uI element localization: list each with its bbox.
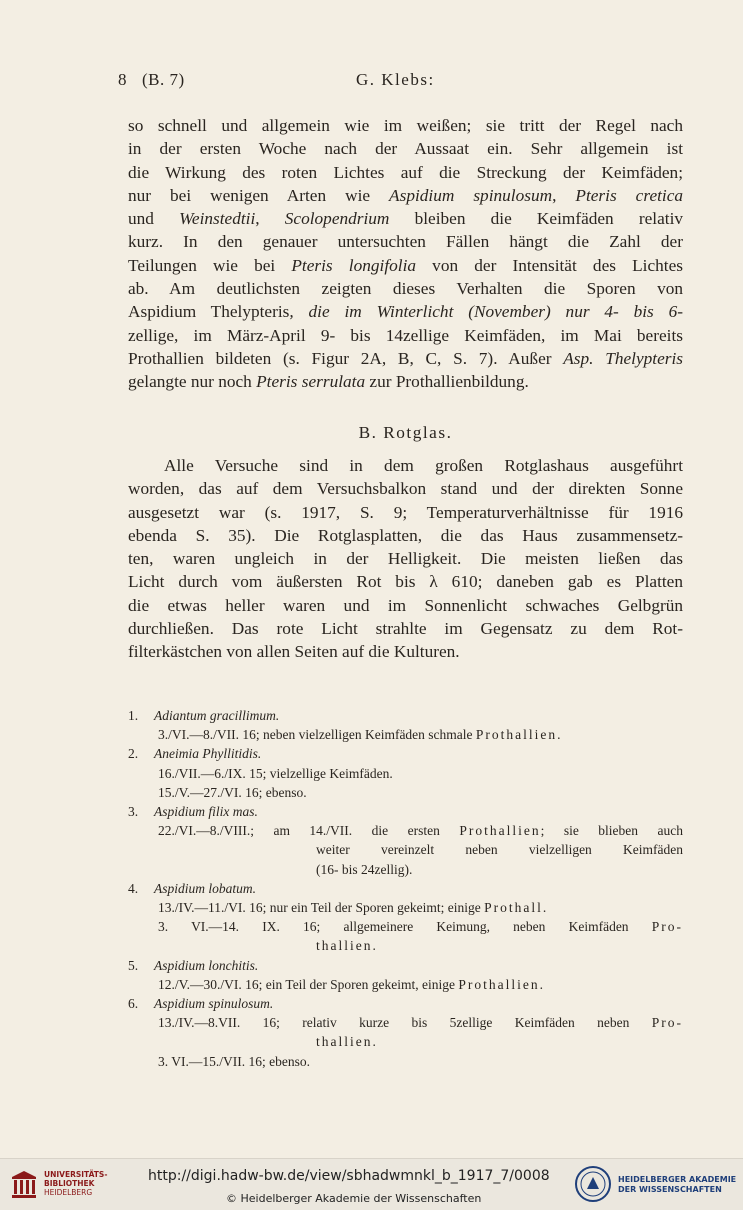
observation-text: die ersten: [371, 823, 460, 839]
paragraph-red-light: [128, 114, 683, 394]
list-entry-title: [128, 802, 683, 821]
spaced-term: Prothallien.: [458, 976, 546, 992]
academy-name: HEIDELBERGER AKADEMIE DER WISSENSCHAFTEN: [618, 1175, 737, 1194]
observation-continuation: (16- bis 24zellig).: [316, 861, 413, 877]
italic-species-name: Pteris cretica: [575, 185, 684, 205]
section-heading: B. Rotglas.: [358, 423, 453, 442]
paragraph-red-glass: [128, 454, 683, 664]
species-name: Adiantum gracillimum.: [154, 708, 280, 723]
list-number: 1.: [128, 708, 139, 723]
text-line: und Weinstedtii, Scolopendrium bleiben die Keimfäden relativ: [128, 209, 684, 229]
text-line: Alle Versuche sind in dem großen Rotglashaus ausgeführt: [164, 456, 683, 475]
observation-date: 3./VI.—8./VII. 16;: [158, 727, 263, 743]
observation-row: [128, 1052, 683, 1071]
observation-row: [128, 917, 683, 936]
italic-species-name: Aspidium spinulosum: [389, 185, 553, 205]
text-line: ebenda S. 35). Die Rotglasplatten, die das Haus zusammensetz-: [128, 525, 683, 545]
text-line: ausgesetzt war (s. 1917, S. 9; Temperaturverhältnisse für 1916: [128, 502, 683, 522]
species-name: Aneimia Phyllitidis.: [154, 746, 262, 762]
academy-seal-icon: [574, 1165, 612, 1203]
section-ref: (B. 7): [142, 70, 185, 89]
observation-date: 16./VII.—6./IX. 15;: [158, 765, 270, 781]
observation-date: 3. VI.—14. IX. 16;: [158, 919, 344, 935]
observation-text: nur ein Teil der Sporen gekeimt; einige: [269, 900, 485, 916]
spaced-term: Prothallien.: [475, 727, 563, 743]
spaced-term: Pro-: [651, 919, 683, 935]
text-line: kurz. In den genauer untersuchten Fällen hängt die Zahl der: [128, 232, 683, 252]
text-line: durchließen. Das rote Licht strahlte im Gegensatz zu dem Rot-: [128, 619, 683, 639]
spaced-term: Pro-: [651, 1015, 684, 1031]
italic-species-name: Weinstedtii: [179, 209, 256, 229]
observation-date: 13./IV.—8.VII. 16;: [158, 1015, 303, 1031]
list-entry-title: [128, 706, 683, 725]
observation-text: ebenso.: [269, 1053, 310, 1069]
observation-date: 15./V.—27./VI. 16;: [158, 784, 266, 800]
spaced-term: Prothallien: [459, 823, 541, 839]
list-entry-title: [128, 994, 683, 1013]
author-name: G. Klebs:: [356, 70, 435, 89]
spaced-term: Prothall.: [484, 900, 549, 916]
list-entry-title: [128, 879, 683, 898]
observation-row: [128, 821, 683, 840]
italic-species-name: , die im Winterlicht (November) nur 4- bis 6-: [289, 302, 683, 322]
italic-species-name: Pteris longifolia: [291, 255, 417, 275]
text-line: in der ersten Woche nach der Aussaat ein. Sehr allgemein ist: [128, 139, 683, 159]
observation-row: [128, 975, 683, 994]
observation-date: 3. VI.—15./VII. 16;: [158, 1053, 270, 1069]
observation-row: [128, 725, 683, 744]
footer-bar: [0, 1158, 743, 1210]
text-line: Teilungen wie bei Pteris longifolia von der Intensität des Lichtes: [128, 255, 683, 275]
observation-text: relativ kurze bis 5zellige Keimfäden neben: [302, 1015, 652, 1031]
list-number: 5.: [128, 957, 139, 973]
italic-species-name: Pteris serrulata: [256, 372, 366, 392]
observation-text: allgemeinere Keimung, neben Keimfäden: [343, 919, 652, 935]
list-number: 3.: [128, 804, 139, 820]
text-line: nur bei wenigen Arten wie Aspidium spinulosum, Pteris cretica: [128, 185, 684, 205]
page-number: 8: [118, 70, 127, 89]
observation-date: 12./V.—30./VI. 16;: [158, 976, 266, 992]
italic-species-name: Scolopendrium: [284, 209, 390, 229]
observation-row: [128, 1013, 683, 1032]
text-line: ten, waren ungleich in der Helligkeit. Die meisten ließen das: [128, 549, 683, 569]
running-header: [118, 70, 693, 92]
permalink[interactable]: http://digi.hadw-bw.de/view/sbhadwmnkl_b_1917_7/0008: [148, 1168, 550, 1184]
copyright-notice: © Heidelberger Akademie der Wissenschaften: [226, 1192, 482, 1205]
text-line: die Wirkung des roten Lichtes auf die Streckung der Keimfäden;: [128, 162, 683, 182]
text-line: Aspidium Thelypteris, die im Winterlicht (November) nur 4- bis 6-: [128, 302, 683, 322]
text-line: filterkästchen von allen Seiten auf die Kulturen.: [128, 642, 460, 662]
observation-row: [128, 764, 683, 783]
text-line: ab. Am deutlichsten zeigten dieses Verhalten die Sporen von: [128, 279, 683, 299]
text-line: gelangte nur noch Pteris serrulata zur Prothallienbildung.: [128, 372, 529, 392]
observation-text: neben vielzelligen Keimfäden schmale: [263, 727, 476, 743]
list-number: 6.: [128, 996, 139, 1012]
text-line: Prothallien bildeten (s. Figur 2A, B, C, S. 7). Außer Asp. Thelypteris: [128, 348, 683, 368]
observation-row: [128, 898, 683, 917]
species-name: Aspidium filix mas.: [154, 804, 258, 820]
university-library-name: UNIVERSITÄTS- BIBLIOTHEK HEIDELBERG: [44, 1170, 108, 1197]
spaced-term: thallien.: [316, 938, 378, 954]
observation-continuation: weiter vereinzelt neben vielzelligen Keimfäden: [316, 842, 683, 858]
species-name: Aspidium spinulosum.: [154, 996, 274, 1012]
species-list: [128, 706, 683, 1071]
observation-date: 22./VI.—8./VIII.; am 14./VII.: [158, 823, 372, 839]
observation-row: [128, 783, 683, 802]
list-entry-title: [128, 744, 683, 763]
italic-species-name: Asp. Thelypteris: [563, 348, 683, 368]
text-line: worden, das auf dem Versuchsbalkon stand und der direkten Sonne: [128, 479, 683, 499]
list-number: 4.: [128, 880, 139, 896]
species-name: Aspidium lonchitis.: [154, 957, 259, 973]
list-number: 2.: [128, 746, 139, 762]
species-name: Aspidium lobatum.: [154, 880, 257, 896]
observation-date: 13./IV.—11./VI. 16;: [158, 900, 270, 916]
text-line: Licht durch vom äußersten Rot bis λ 610; daneben gab es Platten: [128, 572, 683, 592]
text-line: zellige, im März-April 9- bis 14zellige Keimfäden, im Mai bereits: [128, 325, 683, 345]
spaced-term: thallien.: [316, 1034, 378, 1050]
text-line: so schnell und allgemein wie im weißen; sie tritt der Regel nach: [128, 116, 683, 135]
text-line: die etwas heller waren und im Sonnenlicht schwaches Gelbgrün: [128, 595, 683, 615]
observation-text: ebenso.: [265, 784, 307, 800]
list-entry-title: [128, 956, 683, 975]
observation-text: ein Teil der Sporen gekeimt, einige: [265, 976, 459, 992]
observation-text: vielzellige Keimfäden.: [269, 765, 393, 781]
observation-text: ; sie blieben auch: [540, 823, 683, 839]
university-library-logo-icon: [8, 1169, 40, 1201]
